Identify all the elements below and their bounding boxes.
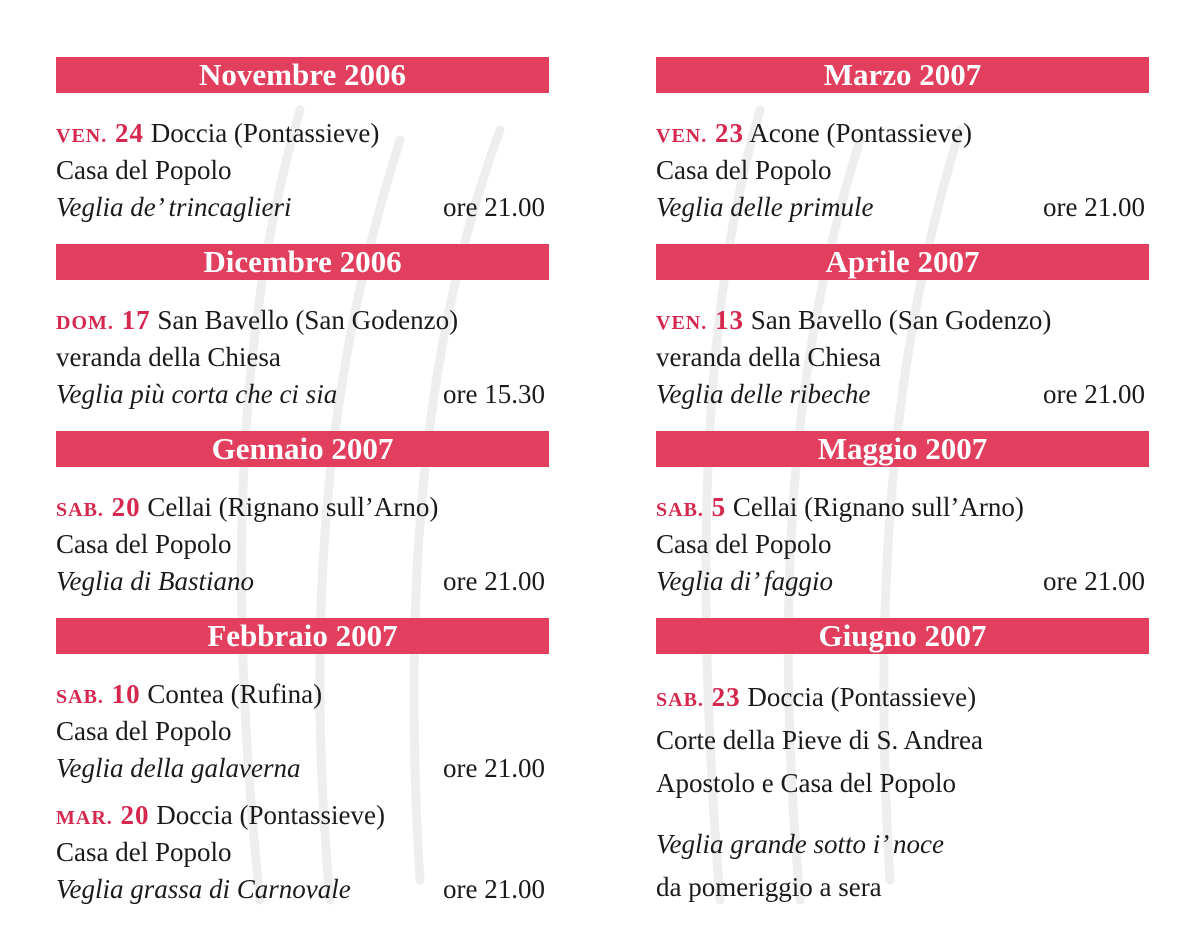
event-title-row (56, 189, 549, 226)
event-time: ore 21.00 (443, 874, 545, 904)
event-place: Doccia (Pontassieve) (150, 118, 380, 148)
event-entry (56, 93, 549, 226)
event-title-row (56, 563, 549, 600)
event-venue: Casa del Popolo (56, 837, 232, 867)
event-title: Veglia de’ trincaglieri (56, 192, 292, 222)
event-day: SAB. 20 (56, 492, 141, 522)
event-time: ore 21.00 (443, 192, 545, 222)
event-place-line (56, 676, 549, 713)
event-time: ore 21.00 (443, 753, 545, 783)
event-title-row (656, 563, 1149, 600)
event-place: Contea (Rufina) (147, 679, 323, 709)
event-title: Veglia grassa di Carnovale (56, 874, 351, 904)
event-place-line (56, 302, 549, 339)
event-entry (56, 280, 549, 413)
event-venue: Casa del Popolo (656, 155, 832, 185)
event-place-line (656, 676, 1149, 719)
left-column (56, 57, 549, 908)
event-entry (56, 654, 549, 787)
event-venue: Casa del Popolo (56, 529, 232, 559)
event-place-line (656, 115, 1149, 152)
event-title-row (656, 376, 1149, 413)
event-title: Veglia delle ribeche (656, 379, 871, 409)
event-place-line (56, 115, 549, 152)
event-day: VEN. 23 (656, 118, 744, 148)
event-place: San Bavello (San Godenzo) (157, 305, 459, 335)
event-place: Acone (Pontassieve) (749, 118, 972, 148)
event-place: Doccia (Pontassieve) (156, 800, 385, 830)
event-place-line (656, 302, 1149, 339)
month-band: Gennaio 2007 (56, 431, 549, 467)
event-day: MAR. 20 (56, 800, 150, 830)
month-band: Aprile 2007 (656, 244, 1149, 280)
event-title-row (56, 376, 549, 413)
event-entry (656, 93, 1149, 226)
event-title: Veglia di’ faggio (656, 566, 833, 596)
event-title: Veglia più corta che ci sia (56, 379, 338, 409)
event-entry (656, 467, 1149, 600)
month-band: Maggio 2007 (656, 431, 1149, 467)
event-title: Veglia della galaverna (56, 753, 301, 783)
event-place-line (56, 489, 549, 526)
month-band: Marzo 2007 (656, 57, 1149, 93)
event-title: Veglia grande sotto i’ noce (656, 829, 944, 859)
event-time: ore 15.30 (443, 379, 545, 409)
month-band: Dicembre 2006 (56, 244, 549, 280)
event-entry (656, 654, 1149, 909)
event-entry (56, 787, 549, 908)
event-day: SAB. 10 (56, 679, 141, 709)
month-band: Novembre 2006 (56, 57, 549, 93)
event-place-line (56, 797, 549, 834)
event-time: ore 21.00 (1043, 566, 1145, 596)
event-day: DOM. 17 (56, 305, 151, 335)
event-place-line (656, 489, 1149, 526)
event-entry (56, 467, 549, 600)
event-title-row (56, 871, 549, 908)
month-band: Febbraio 2007 (56, 618, 549, 654)
event-day: VEN. 13 (656, 305, 744, 335)
event-venue: Casa del Popolo (56, 716, 232, 746)
event-time: ore 21.00 (1043, 379, 1145, 409)
month-band: Giugno 2007 (656, 618, 1149, 654)
event-venue-line-1: Corte della Pieve di S. Andrea (656, 725, 983, 755)
event-venue-line-2: Apostolo e Casa del Popolo (656, 768, 956, 798)
event-venue: Casa del Popolo (56, 155, 232, 185)
event-place: Cellai (Rignano sull’Arno) (147, 492, 439, 522)
event-place: San Bavello (San Godenzo) (750, 305, 1052, 335)
event-place: Cellai (Rignano sull’Arno) (732, 492, 1024, 522)
event-place: Doccia (Pontassieve) (747, 682, 977, 712)
event-venue: veranda della Chiesa (656, 342, 881, 372)
event-venue: veranda della Chiesa (56, 342, 281, 372)
event-title-row (56, 750, 549, 787)
event-title-row (656, 189, 1149, 226)
event-time: ore 21.00 (1043, 192, 1145, 222)
event-venue: Casa del Popolo (656, 529, 832, 559)
event-day: SAB. 5 (656, 492, 727, 522)
event-day: SAB. 23 (656, 682, 741, 712)
right-column (656, 57, 1149, 909)
event-title: Veglia delle primule (656, 192, 874, 222)
event-day: VEN. 24 (56, 118, 144, 148)
event-time: ore 21.00 (443, 566, 545, 596)
event-title: Veglia di Bastiano (56, 566, 254, 596)
event-time: da pomeriggio a sera (656, 872, 882, 902)
event-entry (656, 280, 1149, 413)
